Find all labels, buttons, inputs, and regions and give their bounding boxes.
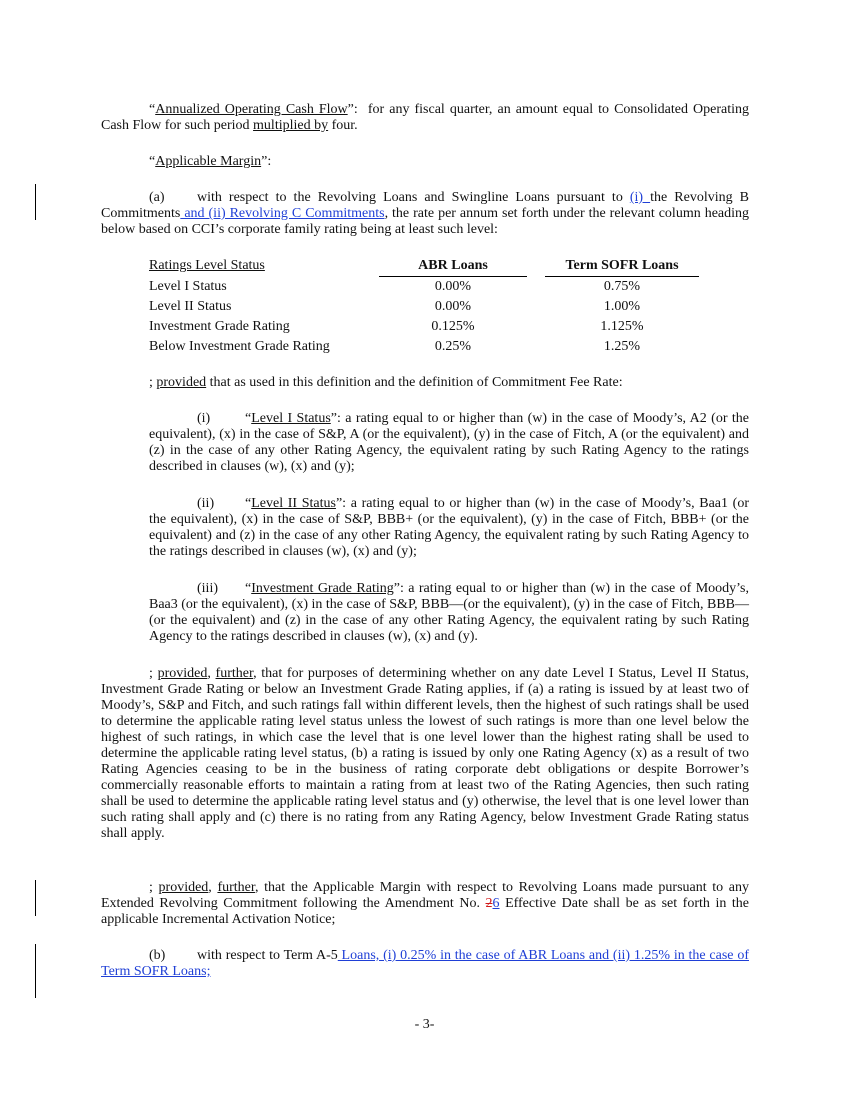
table-cell: Level II Status	[149, 299, 232, 314]
table-cell: Below Investment Grade Rating	[149, 339, 330, 354]
table-header: Ratings Level Status	[149, 258, 265, 274]
table-cell: Level I Status	[149, 278, 227, 294]
table-cell: 1.125%	[600, 319, 644, 334]
table-cell: 0.125%	[431, 319, 475, 334]
table-cell: 1.25%	[603, 339, 641, 354]
table-header: Term SOFR Loans	[545, 256, 699, 277]
definition-applicable-margin-heading: “Applicable Margin”:	[149, 154, 272, 169]
defined-term: Level II Status	[251, 496, 336, 511]
table-row	[149, 337, 699, 357]
table-cell: 0.00%	[434, 279, 472, 294]
level-ii-status-definition: (ii) “Level II Status”: a rating equal to or higher than (w) in the case of Moody’s, Baa1 (or the equivalent), (x) in the case of S&P, BBB+ (or the equivalent), (y) in the case of Fitch, BBB+ (or the equivalent) and (z) in the case of any other Rating Agency, the equivalent rating by such Rating Agency to the ratings described in clauses (w), (x) and (y);	[149, 496, 749, 559]
deleted-text: 2	[485, 896, 493, 911]
clause-label: (iii)	[197, 581, 218, 596]
clause-a: (a) with respect to the Revolving Loans and Swingline Loans pursuant to (i) the Revolving B Commitments and (ii) Revolving C Commitments, the rate per annum set forth under the relevant column heading below based on CCI’s corporate family rating being at least such level:	[101, 190, 750, 237]
clause-label: (b)	[149, 948, 166, 963]
change-bar	[35, 880, 36, 916]
table-row	[149, 317, 699, 337]
table-cell: Investment Grade Rating	[149, 319, 290, 334]
table-cell: 0.00%	[434, 299, 472, 314]
change-bar	[35, 944, 36, 998]
defined-term: Applicable Margin	[155, 154, 262, 169]
inserted-text: 6	[492, 896, 500, 911]
page-number: - 3-	[414, 1017, 435, 1032]
provided-clause: ; provided that as used in this definition and the definition of Commitment Fee Rate:	[149, 375, 623, 390]
table-cell: 0.25%	[434, 339, 472, 354]
clause-label: (i)	[197, 411, 211, 426]
table-cell: 0.75%	[603, 279, 641, 294]
defined-term: Investment Grade Rating	[251, 581, 394, 596]
level-i-status-definition: (i) “Level I Status”: a rating equal to or higher than (w) in the case of Moody’s, A2 (or the equivalent), (x) in the case of S&P, A (or the equivalent), (y) in the case of Fitch, A (or the equivalent) and (z) in the case of any other Rating Agency, the equivalent rating by such Rating Agency to the ratings described in clauses (w), (x) and (y);	[149, 411, 749, 474]
provided-further-extended-commitment-clause: ; provided, further, that the Applicable Margin with respect to Revolving Loans made pursuant to any Extended Revolving Commitment following the Amendment No. 26 Effective Date shall be as set forth in the applicable Incremental Activation Notice;	[101, 880, 750, 927]
change-bar	[35, 184, 36, 220]
clause-b: (b) with respect to Term A-5 Loans, (i) 0.25% in the case of ABR Loans and (ii) 1.25% in the case of Term SOFR Loans;	[101, 948, 749, 979]
inserted-text: and (ii) Revolving C Commitments	[180, 206, 385, 221]
definition-annualized-operating-cash-flow: “Annualized Operating Cash Flow”: for any fiscal quarter, an amount equal to Consolidated Operating Cash Flow for such period multiplied by four.	[101, 102, 749, 133]
defined-term: Level I Status	[251, 411, 331, 426]
table-row	[149, 277, 699, 298]
clause-label: (a)	[149, 190, 165, 205]
ratings-table	[149, 256, 699, 357]
table-row	[149, 297, 699, 317]
defined-term: Annualized Operating Cash Flow	[155, 102, 348, 117]
table-cell: 1.00%	[603, 299, 641, 314]
inserted-text: Loans, (i) 0.25% in the case of ABR Loans and (ii) 1.25% in the case of Term SOFR Loans;	[101, 948, 749, 979]
provided-further-clause: ; provided, further, that for purposes of determining whether on any date Level I Status, Level II Status, Investment Grade Rating or below an Investment Grade Rating applies, if (a) a rating is issued by at least two of Moody’s, S&P and Fitch, and such ratings fall within different levels, then the highest of such ratings shall be used to determine the applicable rating level status unless the lowest of such ratings is more than one level below the highest of such ratings, in which case the level that is one level lower than the highest rating shall be used to determine the applicable rating level status, (b) a rating is issued by only one Rating Agency (x) as a result of two Rating Agencies ceasing to be in the business of rating corporate debt obligations or despite Borrower’s commercially reasonable efforts to maintain a rating from at least two of the Rating Agencies, then such rating shall be used to determine the applicable rating level status and (y) otherwise, the level that is one level lower than such rating shall apply and (c) there is no rating from any Rating Agency, below Investment Grade Rating status shall apply.	[101, 666, 750, 841]
table-header: ABR Loans	[379, 256, 527, 277]
clause-label: (ii)	[197, 496, 215, 511]
table-header-row	[149, 256, 699, 277]
inserted-text: (i)	[629, 190, 651, 205]
investment-grade-rating-definition: (iii) “Investment Grade Rating”: a rating equal to or higher than (w) in the case of Moody’s, Baa3 (or the equivalent), (x) in the case of S&P, BBB—(or the equivalent), (y) in the case of Fitch, BBB—(or the equivalent) and (z) in the case of any other Rating Agency, the equivalent rating by such Rating Agency to the ratings described in clauses (w), (x) and (y).	[149, 581, 749, 644]
